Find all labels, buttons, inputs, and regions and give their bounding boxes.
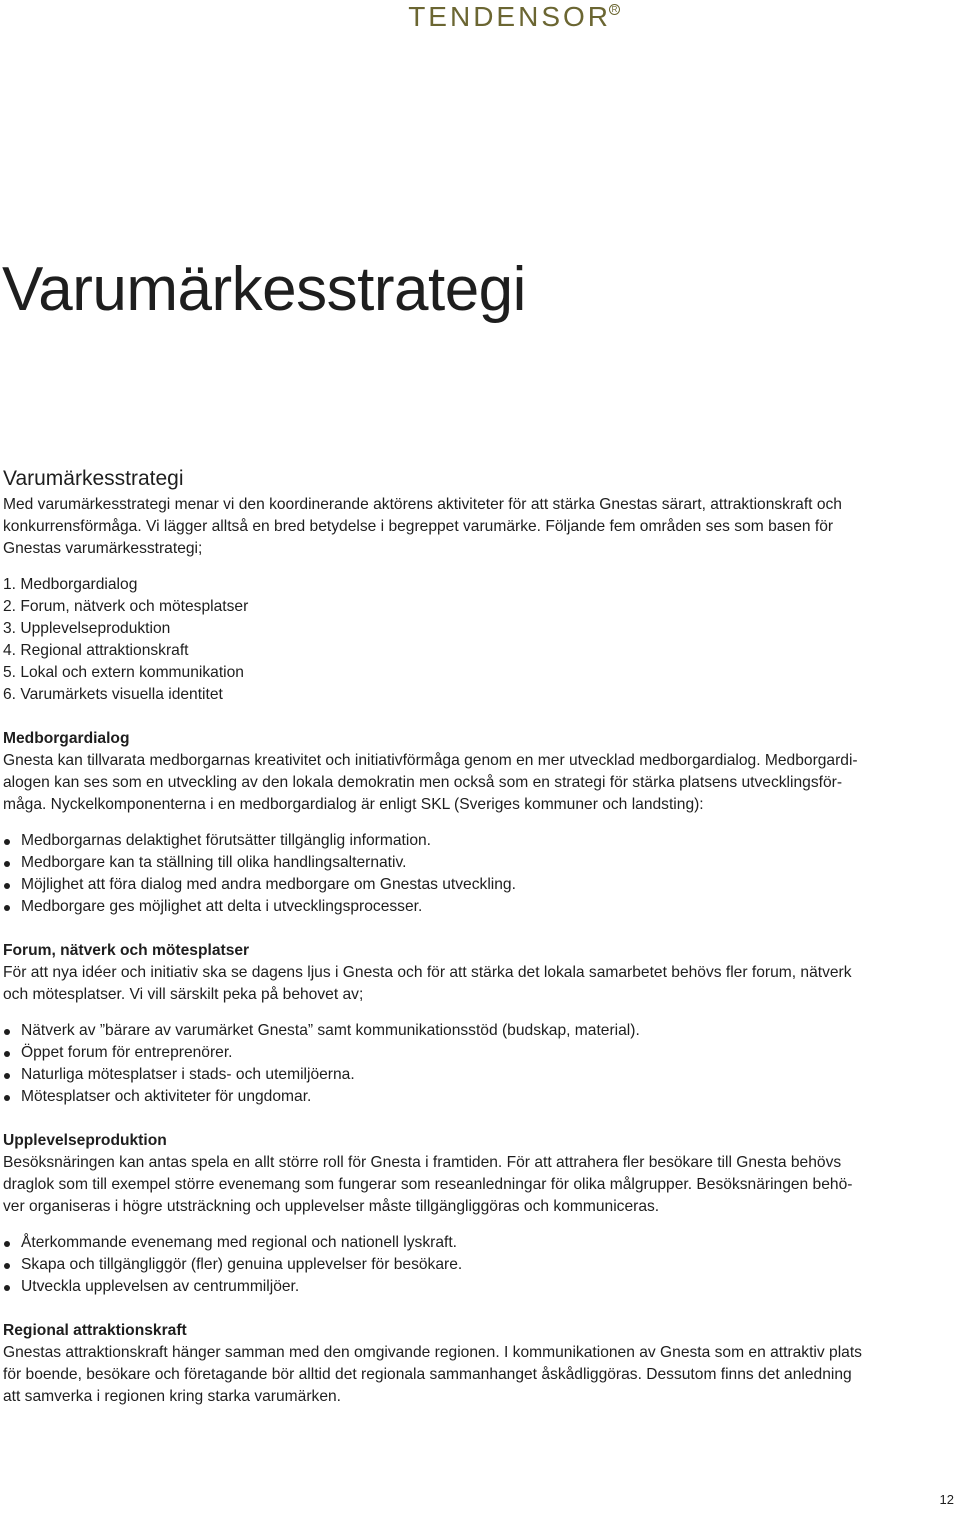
list-item bbox=[3, 874, 955, 896]
list-item bbox=[3, 1086, 955, 1108]
list-item bbox=[3, 896, 955, 918]
intro-line: Gnestas varumärkesstrategi; bbox=[3, 540, 203, 557]
section-regional bbox=[3, 1320, 955, 1408]
intro-line: Med varumärkesstrategi menar vi den koordinerande aktörens aktiviteter för att stärka Gnestas särart, attraktionskraft och bbox=[3, 496, 842, 513]
list-item: 2. Forum, nätverk och mötesplatser bbox=[3, 598, 249, 615]
section-upplevelseproduktion bbox=[3, 1130, 955, 1298]
bullet-icon bbox=[4, 1029, 10, 1035]
list-item-text: Medborgare ges möjlighet att delta i utvecklingsprocesser. bbox=[21, 898, 423, 915]
paragraph-line: För att nya idéer och initiativ ska se dagens ljus i Gnesta och för att stärka det lokala samarbetet behövs fler forum, nätverk bbox=[3, 964, 852, 981]
paragraph-line: Gnestas attraktionskraft hänger samman med den omgivande regionen. I kommunikationen av Gnesta som en attraktiv plats bbox=[3, 1344, 862, 1361]
bullet-icon bbox=[4, 1285, 10, 1291]
section-heading: Medborgardialog bbox=[3, 730, 130, 747]
paragraph-line: ver organiseras i högre utsträckning och upplevelser måste tillgängliggöras och kommuniceras. bbox=[3, 1198, 660, 1215]
list-item bbox=[3, 852, 955, 874]
bullet-icon bbox=[4, 1263, 10, 1269]
bullet-list bbox=[3, 1020, 955, 1108]
list-item bbox=[3, 1064, 955, 1086]
page-title: Varumärkesstrategi bbox=[2, 255, 526, 324]
bullet-icon bbox=[4, 1073, 10, 1079]
list-item-text: Medborgarnas delaktighet förutsätter tillgänglig information. bbox=[21, 832, 431, 849]
intro-line: konkurrensförmåga. Vi lägger alltså en bred betydelse i begreppet varumärke. Följande fem områden ses som basen för bbox=[3, 518, 834, 535]
bullet-icon bbox=[4, 839, 10, 845]
section-heading: Forum, nätverk och mötesplatser bbox=[3, 942, 250, 959]
section-heading: Upplevelseproduktion bbox=[3, 1132, 167, 1149]
paragraph-line: måga. Nyckelkomponenterna i en medborgardialog är enligt SKL (Sveriges kommuner och landsting): bbox=[3, 796, 704, 813]
list-item-text: Möjlighet att föra dialog med andra medborgare om Gnestas utveckling. bbox=[21, 876, 516, 893]
bullet-list bbox=[3, 1232, 955, 1298]
paragraph-line: alogen kan ses som en utveckling av den lokala demokratin men också som en strategi för stärka platsens utvecklingsför- bbox=[3, 774, 843, 791]
bullet-icon bbox=[4, 1095, 10, 1101]
paragraph-line: och mötesplatser. Vi vill särskilt peka på behovet av; bbox=[3, 986, 364, 1003]
list-item bbox=[3, 1042, 955, 1064]
list-item-text: Återkommande evenemang med regional och nationell lyskraft. bbox=[21, 1234, 457, 1251]
brand-name: TENDENSOR bbox=[408, 1, 611, 32]
list-item bbox=[3, 1232, 955, 1254]
strategy-areas-list bbox=[3, 574, 955, 706]
bullet-list bbox=[3, 830, 955, 918]
section-paragraph bbox=[3, 962, 955, 1006]
list-item-text: Öppet forum för entreprenörer. bbox=[21, 1044, 233, 1061]
section-heading: Regional attraktionskraft bbox=[3, 1322, 187, 1339]
paragraph-line: Gnesta kan tillvarata medborgarnas kreativitet och initiativförmåga genom en mer utvecklad medborgardialog. Medborgardi- bbox=[3, 752, 858, 769]
brand-logo bbox=[0, 2, 622, 32]
bullet-icon bbox=[4, 1241, 10, 1247]
bullet-icon bbox=[4, 883, 10, 889]
page-number: 12 bbox=[939, 1492, 954, 1507]
paragraph-line: draglok som till exempel större evenemang som fungerar som reseanledningar för olika målgrupper. Besöksnäringen behö- bbox=[3, 1176, 853, 1193]
bullet-icon bbox=[4, 905, 10, 911]
intro-heading: Varumärkesstrategi bbox=[3, 467, 184, 490]
list-item-text: Mötesplatser och aktiviteter för ungdomar. bbox=[21, 1088, 312, 1105]
list-item: 5. Lokal och extern kommunikation bbox=[3, 664, 244, 681]
section-paragraph bbox=[3, 750, 955, 816]
section-paragraph bbox=[3, 1342, 955, 1408]
list-item bbox=[3, 1020, 955, 1042]
section-forum bbox=[3, 940, 955, 1108]
list-item bbox=[3, 830, 955, 852]
list-item-text: Naturliga mötesplatser i stads- och utemiljöerna. bbox=[21, 1066, 355, 1083]
document-body bbox=[3, 464, 955, 1408]
registered-mark-icon: R bbox=[609, 4, 620, 15]
paragraph-line: Besöksnäringen kan antas spela en allt större roll för Gnesta i framtiden. För att attrahera fler besökare till Gnesta behövs bbox=[3, 1154, 842, 1171]
list-item-text: Utveckla upplevelsen av centrummiljöer. bbox=[21, 1278, 300, 1295]
bullet-icon bbox=[4, 1051, 10, 1057]
bullet-icon bbox=[4, 861, 10, 867]
list-item: 4. Regional attraktionskraft bbox=[3, 642, 189, 659]
list-item bbox=[3, 1254, 955, 1276]
list-item: 1. Medborgardialog bbox=[3, 576, 138, 593]
section-medborgardialog bbox=[3, 728, 955, 918]
list-item bbox=[3, 1276, 955, 1298]
list-item-text: Nätverk av ”bärare av varumärket Gnesta” samt kommunikationsstöd (budskap, material). bbox=[21, 1022, 640, 1039]
list-item: 3. Upplevelseproduktion bbox=[3, 620, 171, 637]
list-item-text: Skapa och tillgängliggör (fler) genuina upplevelser för besökare. bbox=[21, 1256, 463, 1273]
paragraph-line: att samverka i regionen kring starka varumärken. bbox=[3, 1388, 342, 1405]
intro-paragraph bbox=[3, 494, 955, 560]
list-item-text: Medborgare kan ta ställning till olika handlingsalternativ. bbox=[21, 854, 407, 871]
section-paragraph bbox=[3, 1152, 955, 1218]
list-item: 6. Varumärkets visuella identitet bbox=[3, 686, 223, 703]
paragraph-line: för boende, besökare och företagande bör alltid det regionala sammanhanget åskådliggöras. Dessutom finns det anledning bbox=[3, 1366, 852, 1383]
